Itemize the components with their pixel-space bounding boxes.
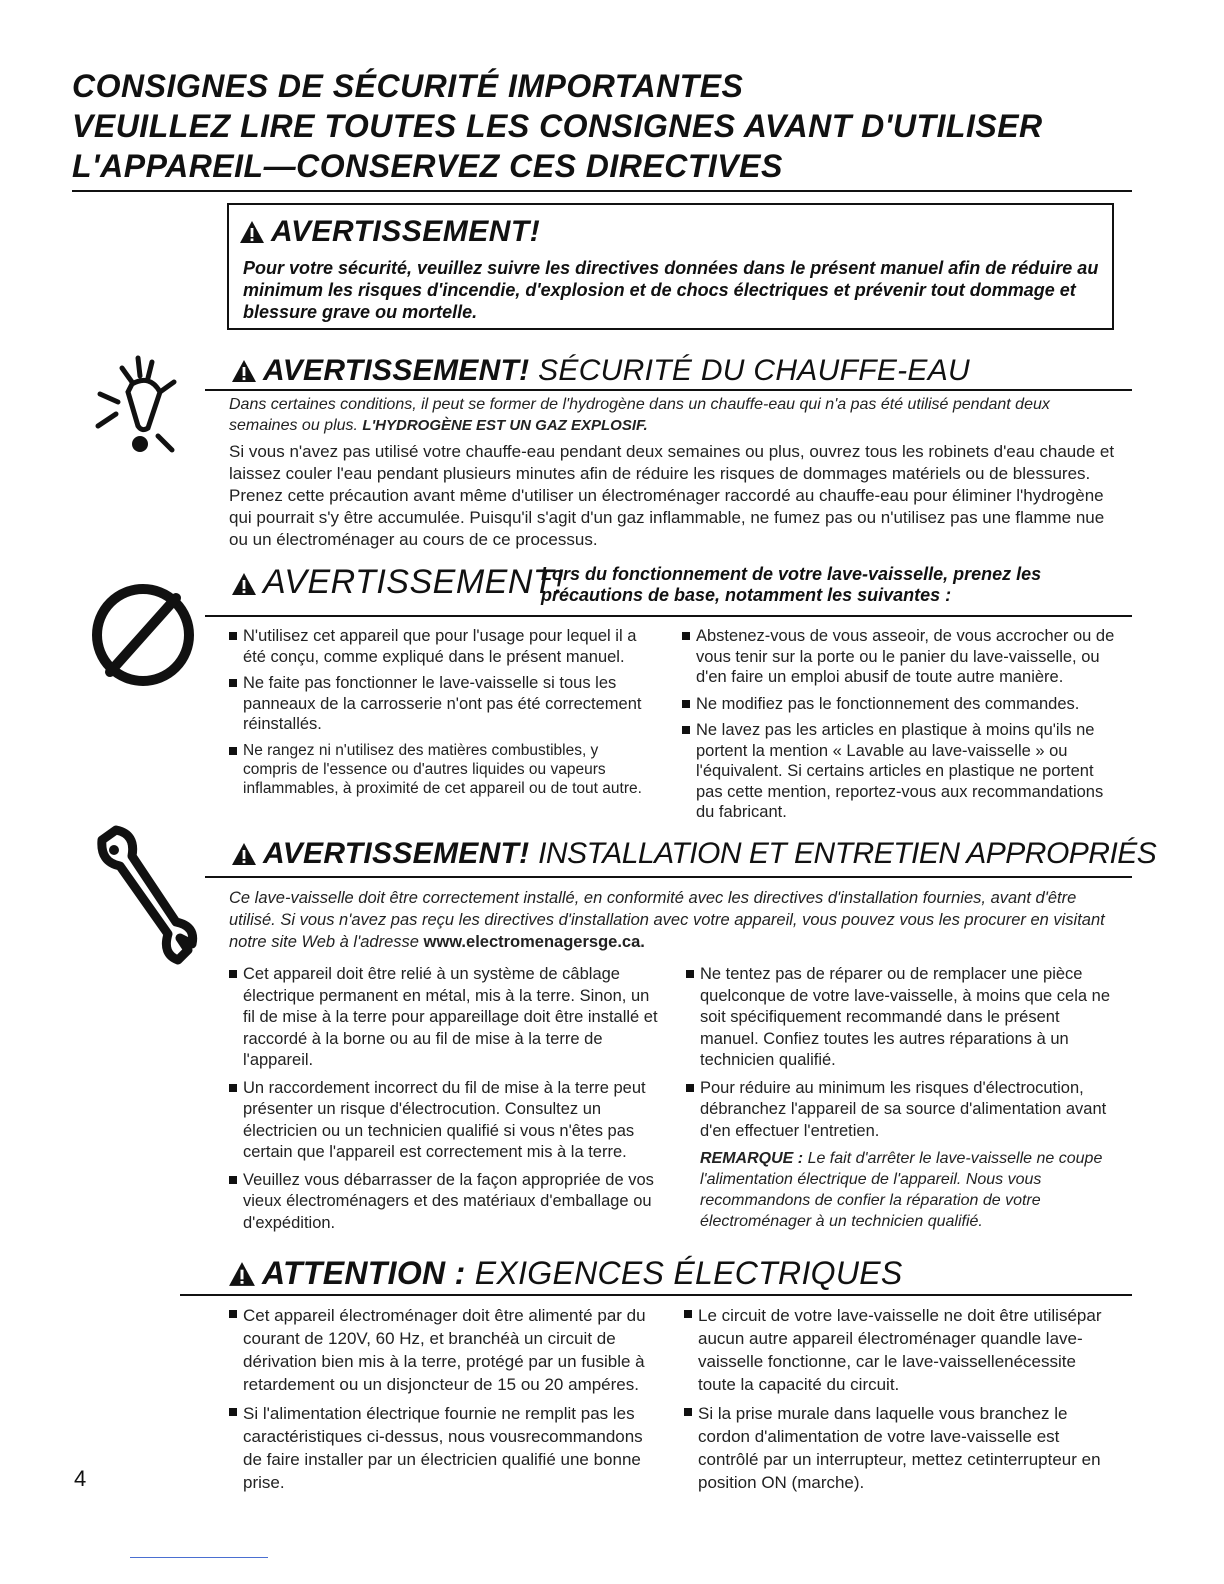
operation-subtitle: Lors du fonctionnement de votre lave-vaisselle, prenez les précautions de base, notamment les suivantes : xyxy=(541,564,1042,605)
page-header xyxy=(72,66,1132,186)
header-rule xyxy=(72,190,1132,192)
electrical-right-list xyxy=(684,1304,1104,1500)
operation-left-list xyxy=(229,626,649,804)
warning-triangle-icon xyxy=(231,572,257,596)
electrical-title: ATTENTION : EXIGENCES ÉLECTRIQUES xyxy=(228,1253,903,1293)
installation-title: AVERTISSEMENT! INSTALLATION ET ENTRETIEN APPROPRIÉS xyxy=(231,836,1156,872)
installation-note: REMARQUE : Le fait d'arrêter le lave-vaisselle ne coupe l'alimentation électrique de l'appareil. Nous vous recommandons de confier la réparation de votre électroménager à un technicien qualifié. xyxy=(700,1150,1103,1230)
operation-right-list xyxy=(682,626,1122,829)
installation-left-list xyxy=(229,964,659,1240)
electrical-rule xyxy=(180,1294,1132,1296)
prohibited-icon xyxy=(88,580,198,690)
installation-right-list xyxy=(686,964,1122,1232)
installation-intro: Ce lave-vaisselle doit être correctement installé, en conformité avec les directives d'installation fournies, avant d'être utilisé. Si vous n'avez pas reçu les directives d'installation avec votre appareil, vous pouvez vous les procurer en visitant notre site Web à l'adresse www.electromenagersge.ca. xyxy=(229,889,1105,951)
list-item: Cet appareil électroménager doit être alimenté par du courant de 120V, 60 Hz, et branchéà un circuit de dérivation bien mis à la terre, protégé par un fusible à retardement ou un disjoncteur de 15 ou 20 ampéres. xyxy=(229,1304,659,1396)
electrical-left-list xyxy=(229,1304,659,1500)
list-item: Pour réduire au minimum les risques d'électrocution, débranchez l'appareil de sa source d'alimentation avant d'en effectuer l'entretien. xyxy=(686,1078,1122,1143)
wrench-icon xyxy=(92,822,200,972)
warning-triangle-icon xyxy=(231,842,257,866)
warning-triangle-icon xyxy=(228,1261,256,1287)
website-link[interactable]: www.electromenagersge.ca. xyxy=(423,933,645,951)
operation-rule xyxy=(205,615,1132,617)
list-item: Ne lavez pas les articles en plastique à moins qu'ils ne portent la mention « Lavable au lave-vaisselle » ou l'équivalent. Si certains articles en plastique ne portent pas cette mention, reportez-vous aux recommandations du fabricant. xyxy=(682,720,1122,823)
water-heater-body: Si vous n'avez pas utilisé votre chauffe-eau pendant deux semaines ou plus, ouvrez tous les robinets d'eau chaude et laissez couler l'eau pendant plusieurs minutes afin de réduire les risques de dommages matériels ou de blessures. Prenez cette précaution avant même d'utiliser un électroménager raccordé au chauffe-eau pour éliminer l'hydrogène qui pourrait s'y être accumulée. Puisqu'il s'agit d'un gaz inflammable, ne fumez pas ou n'utilisez pas une flamme nue ou un électroménager au cours de ce processus. xyxy=(229,442,1115,549)
page-number: 4 xyxy=(74,1466,87,1491)
list-item: Si la prise murale dans laquelle vous branchez le cordon d'alimentation de votre lave-vaisselle est contrôlé par un interrupteur, mettez cetinterrupteur en position ON (marche). xyxy=(684,1402,1104,1494)
operation-title: AVERTISSEMENT! xyxy=(231,562,564,602)
hydrogen-burst-icon xyxy=(88,352,200,464)
warning-box xyxy=(227,203,1114,330)
warning-triangle-icon xyxy=(239,220,265,244)
water-heater-intro: Dans certaines conditions, il peut se former de l'hydrogène dans un chauffe-eau qui n'a pas été utilisé pendant deux semaines ou plus. L'HYDROGÈNE EST UN GAZ EXPLOSIF. xyxy=(229,396,1050,434)
water-heater-title: AVERTISSEMENT! SÉCURITÉ DU CHAUFFE-EAU xyxy=(231,353,970,389)
header-line-1: CONSIGNES DE SÉCURITÉ IMPORTANTES xyxy=(72,68,744,104)
water-heater-rule xyxy=(205,389,1132,391)
list-item: Veuillez vous débarrasser de la façon appropriée de vos vieux électroménagers et des matériaux d'emballage ou d'expédition. xyxy=(229,1170,659,1235)
list-item: Ne rangez ni n'utilisez des matières combustibles, y compris de l'essence ou d'autres liquides ou vapeurs inflammables, à proximité de cet appareil ou de tout autre. xyxy=(229,741,649,798)
warning-triangle-icon xyxy=(231,359,257,383)
warning-box-text: Pour votre sécurité, veuillez suivre les directives données dans le présent manuel afin de réduire au minimum les risques d'incendie, d'explosion et de chocs électriques et prévenir tout dommage et blessure grave ou mortelle. xyxy=(243,258,1099,322)
list-item: Le circuit de votre lave-vaisselle ne doit être utilisépar aucun autre appareil électroménager quandle lave-vaisselle fonctionne, car le lave-vaissellenécessite toute la capacité du circuit. xyxy=(684,1304,1104,1396)
list-item: Cet appareil doit être relié à un système de câblage électrique permanent en métal, mis à la terre. Sinon, un fil de mise à la terre pour appareillage doit être installé et raccordé à la borne ou au fil de mise à la terre de l'appareil. xyxy=(229,964,659,1072)
list-item: Un raccordement incorrect du fil de mise à la terre peut présenter un risque d'électrocution. Consultez un électricien ou un technicien qualifié si vous n'êtes pas certain que l'appareil est correctement mis à la terre. xyxy=(229,1078,659,1164)
list-item: Ne modifiez pas le fonctionnement des commandes. xyxy=(682,694,1122,715)
header-line-3: L'APPAREIL—CONSERVEZ CES DIRECTIVES xyxy=(72,148,783,184)
header-line-2: VEUILLEZ LIRE TOUTES LES CONSIGNES AVANT D'UTILISER xyxy=(72,108,1043,144)
list-item: Si l'alimentation électrique fournie ne remplit pas les caractéristiques ci-dessus, nous vousrecommandons de faire installer par un électricien qualifié une bonne prise. xyxy=(229,1402,659,1494)
warning-box-title: AVERTISSEMENT! xyxy=(239,215,540,249)
list-item: N'utilisez cet appareil que pour l'usage pour lequel il a été conçu, comme expliqué dans le présent manuel. xyxy=(229,626,649,667)
list-item: Ne tentez pas de réparer ou de remplacer une pièce quelconque de votre lave-vaisselle, à moins que cela ne soit spécifiquement recommandé dans le présent manuel. Confiez toutes les autres réparations à un technicien qualifié. xyxy=(686,964,1122,1072)
list-item: Abstenez-vous de vous asseoir, de vous accrocher ou de vous tenir sur la porte ou le panier du lave-vaisselle, ou d'en faire un emploi abusif de toute autre manière. xyxy=(682,626,1122,688)
list-item: Ne faite pas fonctionner le lave-vaisselle si tous les panneaux de la carrosserie n'ont pas été correctement réinstallés. xyxy=(229,673,649,735)
installation-rule xyxy=(205,876,1132,878)
footer-line xyxy=(130,1557,268,1558)
